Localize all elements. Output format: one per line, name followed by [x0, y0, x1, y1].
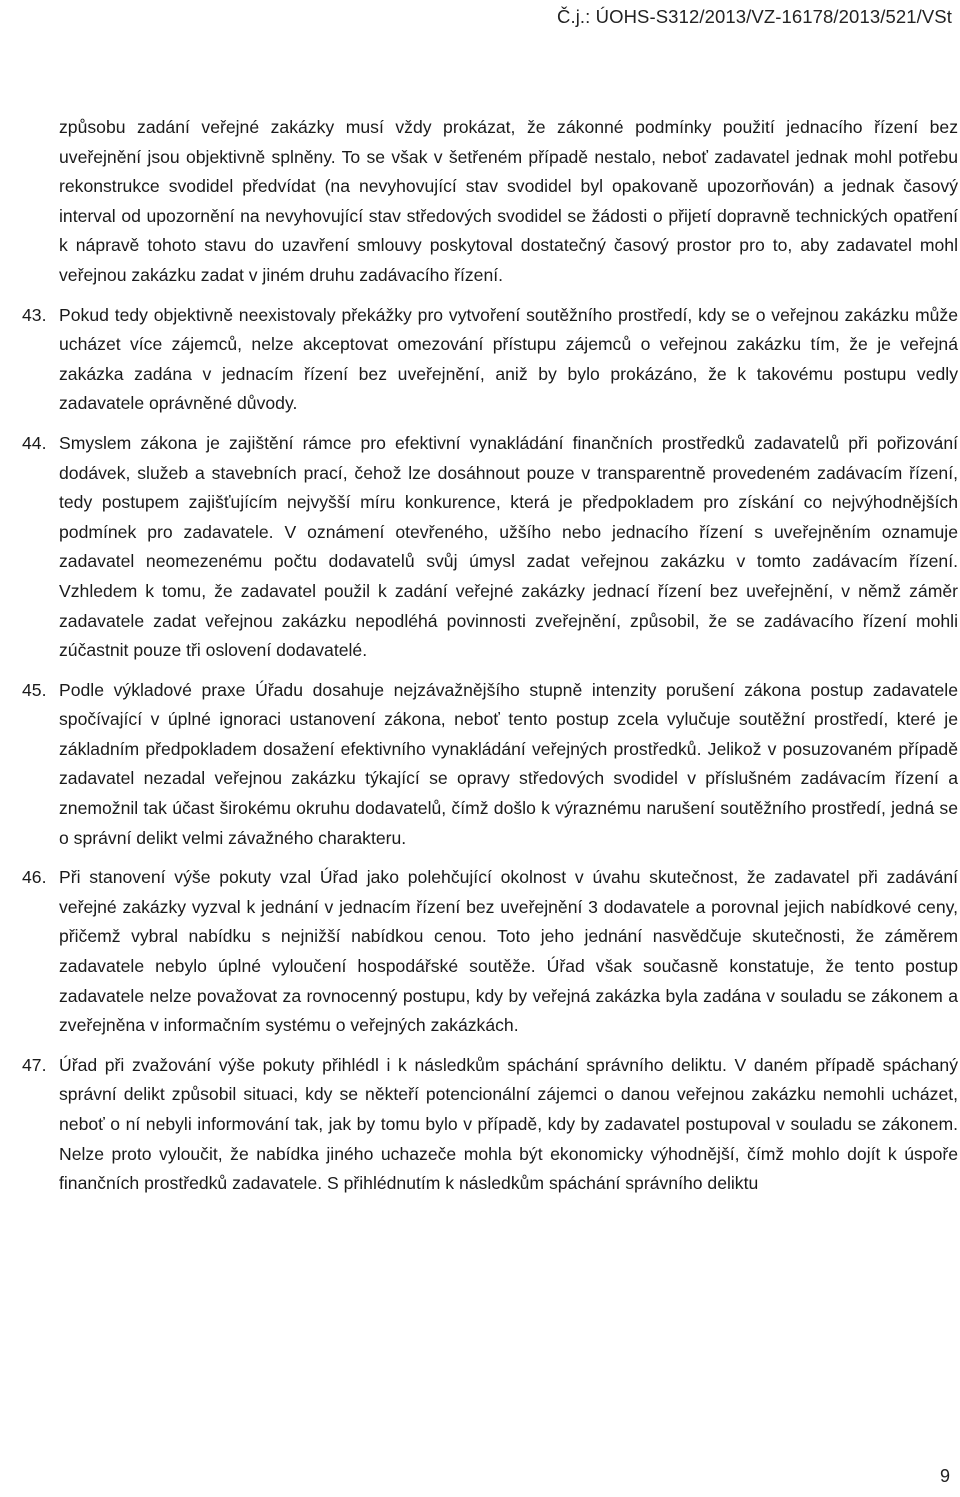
paragraph-text: Podle výkladové praxe Úřadu dosahuje nejzávažnějšího stupně intenzity porušení zákona postup zadavatele spočívající v úplné ignoraci ustanovení zákona, neboť tento postup zcela vylučuje soutěžní prostředí, které je základním předpokladem dosažení efektivního vynakládání veřejných prostředků. Jelikož v posuzovaném případě zadavatel nezadal veřejnou zakázku týkající se opravy středových svodidel v příslušném zadávacím řízení a znemožnil tak účast širokému okruhu dodavatelů, čímž došlo k výraznému narušení soutěžního prostředí, jedná se o správní delikt velmi závažného charakteru.	[59, 679, 958, 848]
continued-paragraph: způsobu zadání veřejné zakázky musí vždy prokázat, že zákonné podmínky použití jednacího řízení bez uveřejnění jsou objektivně splněny. To se však v šetřeném případě nestalo, neboť zadavatel jednak mohl potřebu rekonstrukce svodidel předvídat (na nevyhovující stav svodidel byl opakovaně upozorňován) a jednak časový interval od upozornění na nevyhovující stav středových svodidel se žádosti o přijetí dopravně technických opatření k nápravě tohoto stavu do uzavření smlouvy poskytoval dostatečný časový prostor pro to, aby zadavatel mohl veřejnou zakázku zadat v jiném druhu zadávacího řízení.	[59, 117, 958, 285]
page-number: 9	[939, 1466, 950, 1486]
paragraph-number: 43.	[22, 304, 47, 325]
paragraph-text: Při stanovení výše pokuty vzal Úřad jako polehčující okolnost v úvahu skutečnost, že zadavatel při zadávání veřejné zakázky vyzval k jednání v jednacím řízení bez uveřejnění 3 dodavatele a porovnal jejich nabídkové ceny, přičemž vybral nabídku s nejnižší nabídkou cenou. Toto jeho jednání nasvědčuje skutečnosti, že záměrem zadavatele nebylo úplné vyloučení hospodářské soutěže. Úřad však současně konstatuje, že tento postup zadavatele nelze považovat za rovnocenný postupu, kdy by veřejná zakázka byla zadána v souladu se zákonem a zveřejněna v informačním systému o veřejných zakázkách.	[59, 867, 958, 1036]
paragraph-46	[22, 863, 958, 1041]
paragraph-43	[22, 301, 958, 419]
paragraph-number: 47.	[22, 1054, 47, 1075]
paragraph-44	[22, 429, 958, 666]
paragraph-number: 45.	[22, 679, 47, 700]
paragraph-text: Úřad při zvažování výše pokuty přihlédl i k následkům spáchání správního deliktu. V daném případě spáchaný správní delikt způsobil situaci, kdy se někteří potencionální zájemci o danou veřejnou zakázku nemohli ucházet, neboť o ní nebyli informování tak, jak by tomu bylo v případě, kdy by zadavatel postupoval v souladu se zákonem. Nelze proto vyloučit, že nabídka jiného uchazeče mohla být ekonomicky výhodnější, čímž mohlo dojít k úspoře finančních prostředků zadavatele. S přihlédnutím k následkům spáchání správního deliktu	[59, 1054, 958, 1194]
paragraph-text: Smyslem zákona je zajištění rámce pro efektivní vynakládání finančních prostředků zadavatelů při pořizování dodávek, služeb a stavebních prací, čehož lze dosáhnout pouze v transparentně provedeném zadávacím řízení, tedy postupem zajišťujícím nejvyšší míru konkurence, která je předpokladem pro získání co nejvýhodnějších podmínek pro zadavatele. V oznámení otevřeného, užšího nebo jednacího řízení s uveřejněním oznamuje zadavatel neomezenému počtu dodavatelů svůj úmysl zadat veřejnou zakázku v tomto zadávacím řízení. Vzhledem k tomu, že zadavatel použil k zadání veřejné zakázky jednací řízení bez uveřejnění, v němž záměr zadavatele zadat veřejnou zakázku nepodléhá povinnosti zveřejnění, způsobil, že se zadávacího řízení mohli zúčastnit pouze tři oslovení dodavatelé.	[59, 432, 958, 661]
paragraph-number: 44.	[22, 432, 47, 453]
document-body	[22, 113, 958, 1209]
paragraph-45	[22, 676, 958, 854]
paragraph-47	[22, 1051, 958, 1199]
paragraph-number: 46.	[22, 867, 47, 888]
document-reference-number: Č.j.: ÚOHS-S312/2013/VZ-16178/2013/521/VSt	[557, 6, 952, 27]
paragraph-text: Pokud tedy objektivně neexistovaly překážky pro vytvoření soutěžního prostředí, kdy se o veřejnou zakázku může ucházet více zájemců, nelze akceptovat omezování přístupu zájemců o veřejnou zakázku tím, že je veřejná zakázka zadána v jednacím řízení bez uveřejnění, aniž by bylo prokázáno, že k takovému postupu vedly zadavatele oprávněné důvody.	[59, 304, 958, 414]
